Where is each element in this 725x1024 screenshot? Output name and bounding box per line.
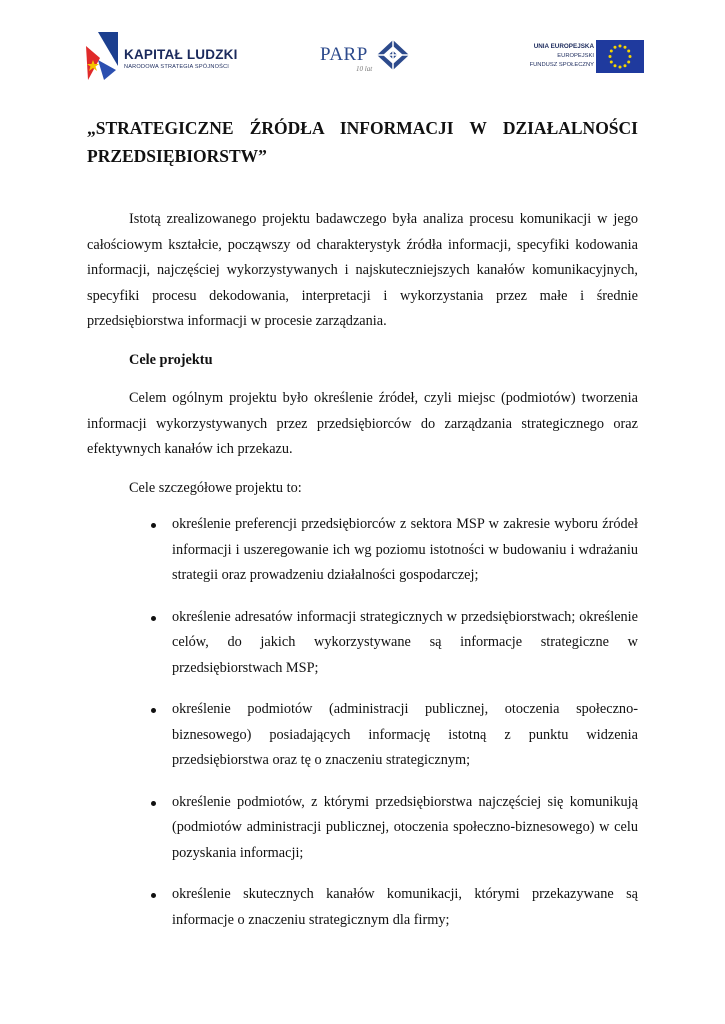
list-item [87, 697, 638, 774]
document-body [87, 207, 638, 949]
list-item-text: określenie podmiotów (administracji publicznej, otoczenia społeczno-biznesowego) posiadających informację istotną z punktu widzenia przedsiębiorstwa oraz tę o znaczeniu strategicznym; [172, 701, 638, 768]
eu-flag-icon [596, 40, 644, 73]
parp-name: PARP [320, 44, 368, 65]
eu-fund-label-2: FUNDUSZ SPOŁECZNY [529, 62, 594, 68]
kapital-ludzki-emblem-icon [84, 30, 120, 82]
kapital-ludzki-title: KAPITAŁ LUDZKI [124, 47, 238, 62]
document-title: „STRATEGICZNE ŹRÓDŁA INFORMACJI W DZIAŁALNOŚCI PRZEDSIĘBIORSTW” [87, 118, 638, 166]
intro-paragraph: Istotą zrealizowanego projektu badawczego była analiza procesu komunikacji w jego całościowym kształcie, począwszy od charakterystyk źródła informacji, specyfiki kodowania informacji, najczęściej wykorzystywanych i najskuteczniejszych kanałów komunikacyjnych, specyfiki procesu dekodowania, interpretacji i wykorzystania przez małe i średnie przedsiębiorstwa informacji w procesie zarządzania. [87, 211, 638, 329]
detailed-goals-intro: Cele szczegółowe projektu to: [129, 479, 302, 496]
list-item [87, 790, 638, 867]
list-item [87, 882, 638, 933]
list-item [87, 605, 638, 682]
kapital-ludzki-subtitle: NARODOWA STRATEGIA SPÓJNOŚCI [124, 64, 230, 70]
section-heading: Cele projektu [129, 351, 213, 368]
list-item-text: określenie podmiotów, z którymi przedsiębiorstwa najczęściej się komunikują (podmiotów administracji publicznej, otoczenia społeczno-biznesowego) w celu pozyskania informacji; [172, 793, 638, 861]
page-header [0, 0, 725, 100]
kapital-ludzki-logo [84, 30, 244, 82]
list-item [87, 512, 638, 589]
list-item-text: określenie adresatów informacji strategicznych w przedsiębiorstwach; określenie celów, do jakich wykorzystywane są informacje strategiczne w przedsiębiorstwach MSP; [172, 608, 638, 676]
bullet-icon [151, 523, 156, 528]
bullet-icon [151, 893, 156, 898]
parp-logo [318, 36, 418, 80]
eu-logo [518, 40, 646, 74]
detailed-goals-list [87, 512, 638, 933]
bullet-icon [151, 708, 156, 713]
parp-years: 10 lat [356, 65, 373, 73]
bullet-icon [151, 801, 156, 806]
list-item-text: określenie skutecznych kanałów komunikacji, którymi przekazywane są informacje o znaczeniu strategicznym dla firmy; [172, 886, 638, 928]
general-goal-paragraph: Celem ogólnym projektu było określenie źródeł, czyli miejsc (podmiotów) tworzenia informacji wykorzystywanych przez przedsiębiorców do zarządzania strategicznego oraz efektywnych kanałów ich przekazu. [87, 390, 638, 457]
parp-mark-icon [374, 39, 412, 71]
bullet-icon [151, 616, 156, 621]
eu-union-label: UNIA EUROPEJSKA [533, 43, 594, 50]
list-item-text: określenie preferencji przedsiębiorców z sektora MSP w zakresie wyboru źródeł informacji i uszeregowanie ich wg poziomu istotności w budowaniu i wdrażaniu strategii oraz prowadzeniu działalności gospodarczej; [172, 516, 638, 583]
eu-fund-label-1: EUROPEJSKI [557, 53, 594, 59]
